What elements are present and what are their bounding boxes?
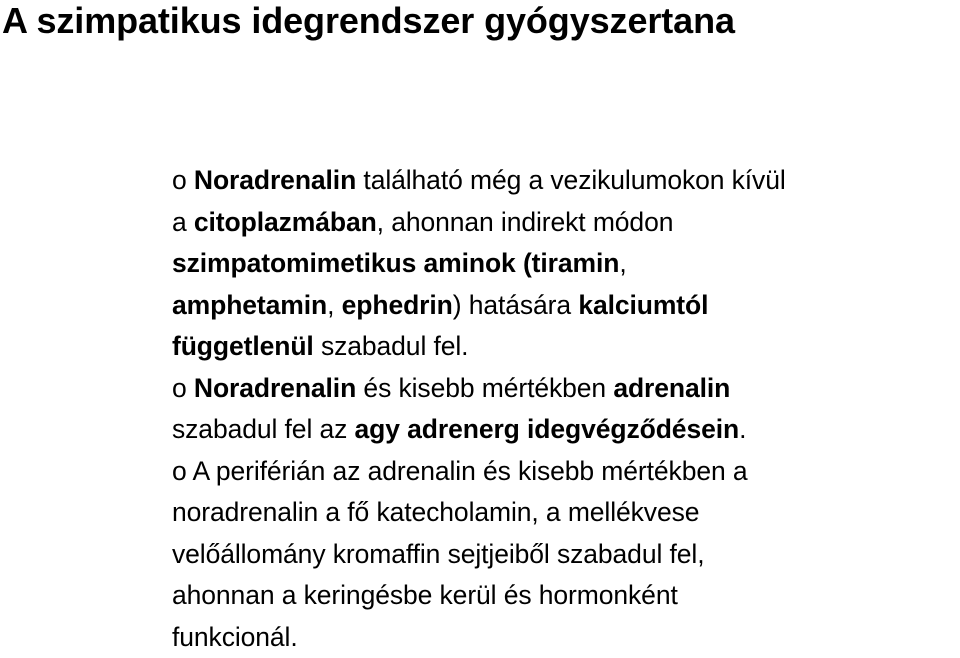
term-szimpatomimetikus-aminok: szimpatomimetikus aminok [172,248,516,278]
term-amphetamin: amphetamin [172,290,327,320]
term-fuggetlenul: függetlenül [172,331,314,361]
term-ephedrin: ephedrin [342,290,453,320]
line: amphetamin, ephedrin) hatására kalciumtól [172,290,708,320]
term-tiramin: (tiramin [523,248,619,278]
term-kalciumtol: kalciumtól [578,290,708,320]
line: o Noradrenalin található még a vezikulumokon kívül [172,165,786,195]
line: szabadul fel az agy adrenerg idegvégződésein. [172,414,746,444]
paragraph-periphery-adrenal-medulla [172,451,952,658]
paragraph-noradrenalin-cytoplasm [172,160,952,368]
term-noradrenalin: Noradrenalin [194,165,356,195]
term-adrenalin: adrenalin [613,373,730,403]
line: o Noradrenalin és kisebb mértékben adrenalin [172,373,730,403]
paragraph-brain-nerve-endings [172,368,952,451]
term-citoplazmaban: citoplazmában [194,207,377,237]
page-title: A szimpatikus idegrendszer gyógyszertana [2,0,735,42]
line: ahonnan a keringésbe kerül és hormonként [172,580,678,610]
line: a citoplazmában, ahonnan indirekt módon [172,207,673,237]
line: velőállomány kromaffin sejtjeiből szabadul fel, [172,539,704,569]
line: noradrenalin a fő katecholamin, a mellékvese [172,497,699,527]
term-noradrenalin: Noradrenalin [194,373,356,403]
line: o A periférián az adrenalin és kisebb mértékben a [172,456,748,486]
term-agy-adrenerg-idegvegzodesein: agy adrenerg idegvégződésein [355,414,740,444]
line: funkcionál. [172,622,298,652]
line: szimpatomimetikus aminok (tiramin, [172,248,627,278]
bullet-list [172,160,952,658]
line: függetlenül szabadul fel. [172,331,468,361]
